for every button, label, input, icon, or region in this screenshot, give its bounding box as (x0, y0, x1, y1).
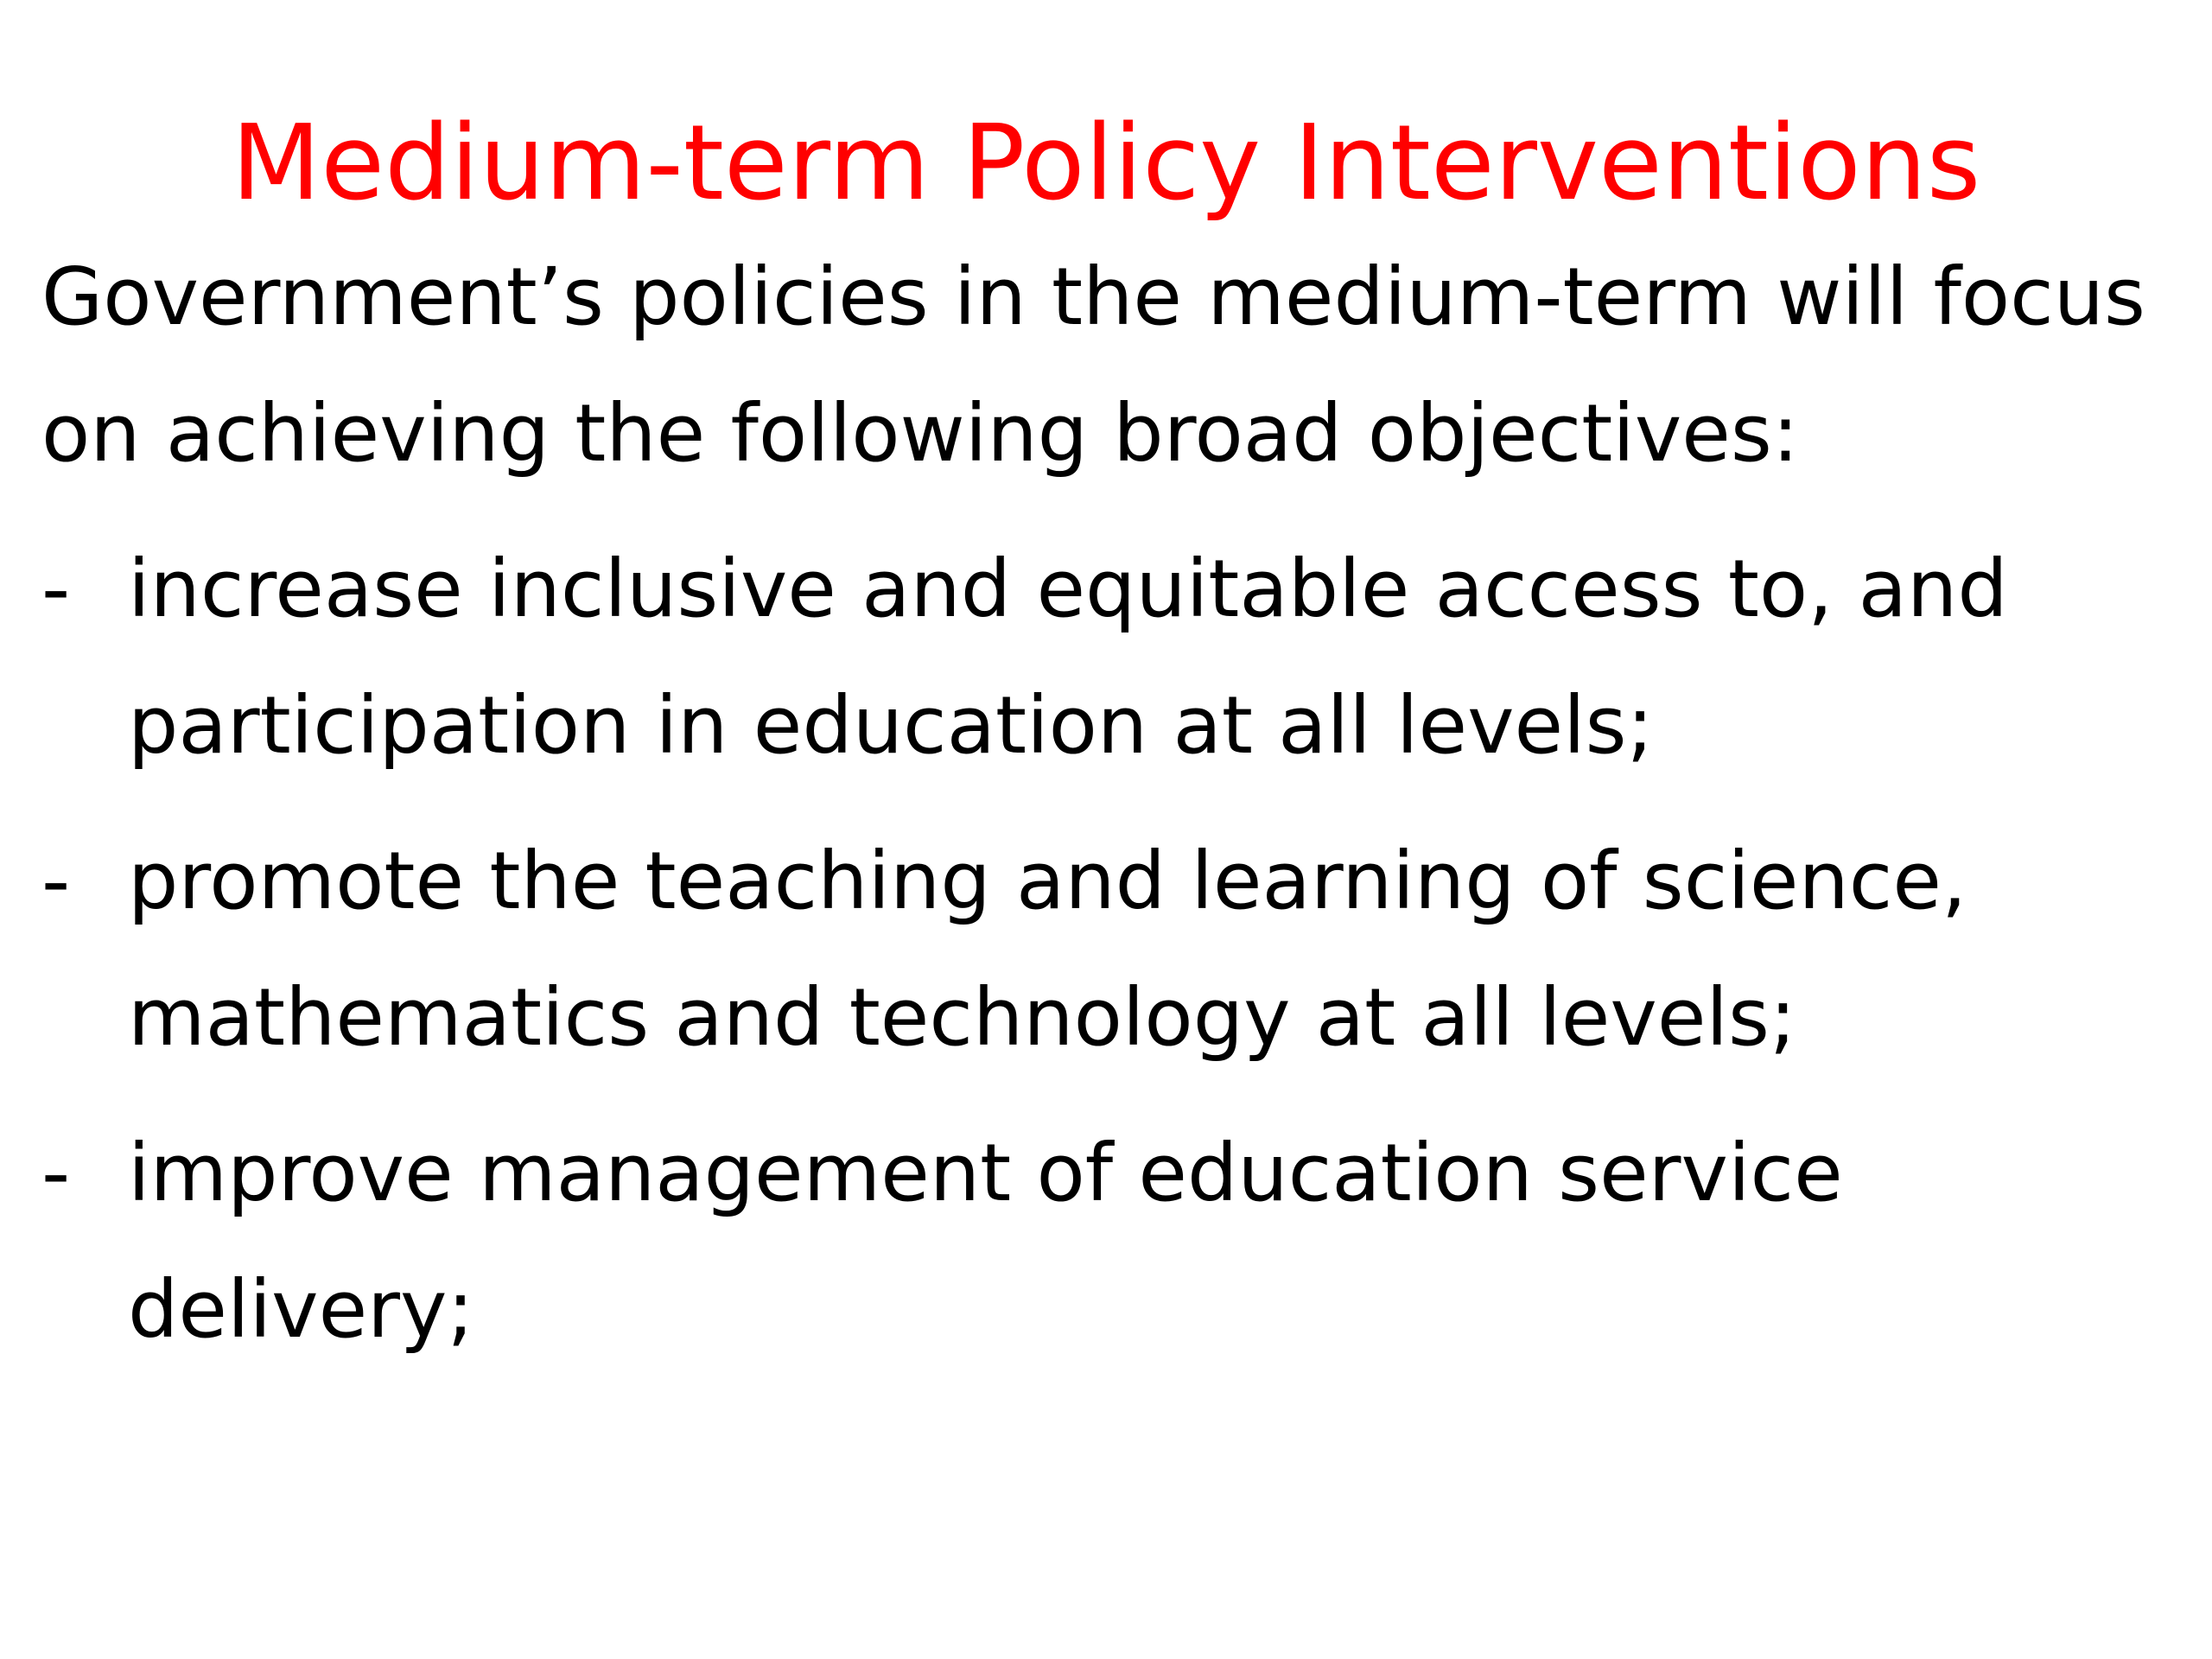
dash-bullet-icon: - (41, 835, 71, 927)
slide-body (41, 229, 2184, 1397)
list-item-text: promote the teaching and learning of science, mathematics and technology at all levels; (128, 835, 1967, 1064)
list-item (41, 813, 2184, 1086)
list-item (41, 521, 2184, 794)
dash-bullet-icon: - (41, 1127, 71, 1219)
list-item (41, 1105, 2184, 1378)
slide-title: Medium-term Policy Interventions (231, 104, 1981, 224)
objectives-list (41, 521, 2184, 1378)
list-item-text: increase inclusive and equitable access to, and participation in education at all levels; (128, 543, 2008, 772)
dash-bullet-icon: - (41, 543, 71, 635)
list-item-text: improve management of education service delivery; (128, 1127, 1843, 1356)
intro-paragraph: Government’s policies in the medium-term will focus on achieving the following broad objectives: (41, 251, 2145, 480)
